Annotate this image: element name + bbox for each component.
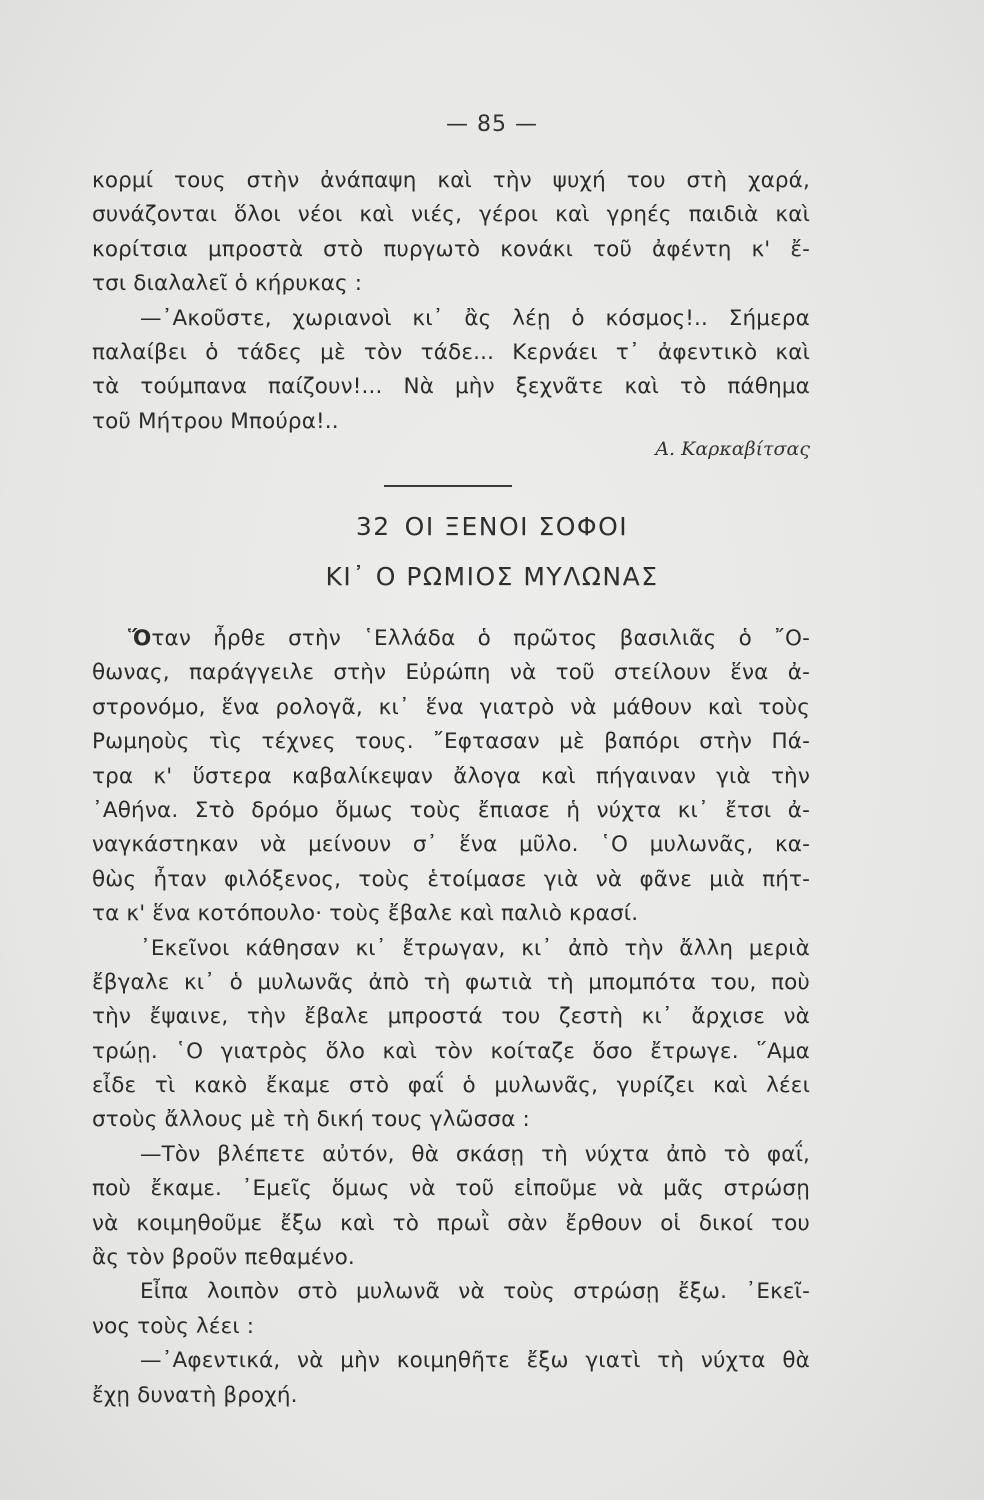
text-line: τρα κ' ὕστερα καβαλίκεψαν ἄλογα καὶ πήγαιναν γιὰ τὴν (92, 763, 810, 789)
text-line: —᾿Ακοῦστε, χωριανοὶ κι᾿ ἂς λέῃ ὁ κόσμος!.. Σήμερα (140, 305, 810, 331)
text-line: τοῦ Μήτρου Μπούρα!.. (92, 408, 339, 434)
text-line: Ρωμηοὺς τὶς τέχνες τους. ῎Εφτασαν μὲ βαπόρι στὴν Πά- (92, 729, 810, 755)
text-line: θὼς ἦταν φιλόξενος, τοὺς ἑτοίμασε γιὰ νὰ φᾶνε μιὰ πήτ- (92, 866, 810, 892)
text-line: Εἶπα λοιπὸν στὸ μυλωνᾶ νὰ τοὺς στρώσῃ ἔξω. ᾿Εκεῖ- (140, 1279, 810, 1305)
story-paragraph-1 (92, 622, 810, 1413)
text-line: —᾿Αφεντικά, νὰ μὴν κοιμηθῆτε ἔξω γιατὶ τὴ νύχτα θὰ (140, 1348, 810, 1374)
drop-cap: Ὅ (128, 626, 152, 651)
text-line: θωνας, παράγγειλε στὴν Εὐρώπη νὰ τοῦ στείλουν ἕνα ἀ- (92, 660, 810, 686)
text-line: στρονόμο, ἕνα ρολογᾶ, κι᾿ ἕνα γιατρὸ νὰ μάθουν καὶ τοὺς (92, 694, 810, 720)
text-line: ναγκάστηκαν νὰ μείνουν σ᾿ ἕνα μῦλο. ῾Ο μυλωνᾶς, κα- (92, 832, 810, 858)
text-line: ποὺ ἔκαμε. ᾿Εμεῖς ὅμως νὰ τοῦ εἰποῦμε νὰ μᾶς στρώσῃ (92, 1176, 810, 1202)
text-line (92, 622, 810, 656)
text-line: τὴν ἔψαινε, τὴν ἔβαλε μπροστά του ζεστὴ κι᾿ ἄρχισε νὰ (92, 1004, 810, 1030)
story-title (0, 512, 984, 541)
story-subtitle: ΚΙ᾿ Ο ΡΩΜΙΟΣ ΜΥΛΩΝΑΣ (325, 562, 659, 591)
text-line: ἔβγαλε κι᾿ ὁ μυλωνᾶς ἀπὸ τὴ φωτιὰ τὴ μπομπότα του, ποὺ (92, 969, 810, 995)
text-line: τα κ' ἕνα κοτόπουλο· τοὺς ἔβαλε καὶ παλιὸ κρασί. (92, 901, 639, 927)
story-title-line1: ΟΙ ΞΕΝΟΙ ΣΟΦΟΙ (404, 512, 629, 541)
first-line-text: ταν ἦρθε στὴν ῾Ελλάδα ὁ πρῶτος βασιλιᾶς ὁ ῎Ο- (151, 626, 810, 651)
text-line: ᾿Εκεῖνοι κάθησαν κι᾿ ἔτρωγαν, κι᾿ ἀπὸ τὴν ἄλλη μεριὰ (140, 935, 810, 961)
text-line: —Τὸν βλέπετε αὐτόν, θὰ σκάσῃ τὴ νύχτα ἀπὸ τὸ φαΐ, (140, 1141, 810, 1167)
text-line: συνάζονται ὅλοι νέοι καὶ νιές, γέροι καὶ γρηές παιδιὰ καὶ (92, 202, 810, 228)
text-line: τσι διαλαλεῖ ὁ κήρυκας : (92, 271, 363, 297)
text-line: κορίτσια μπροστὰ στὸ πυργωτὸ κονάκι τοῦ ἀφέντη κ' ἔ- (92, 236, 810, 262)
text-line: τρώῃ. ῾Ο γιατρὸς ὅλο καὶ τὸν κοίταζε ὅσο ἔτρωγε. ῞Αμα (92, 1038, 810, 1064)
intro-paragraph (92, 164, 810, 439)
text-line: στοὺς ἄλλους μὲ τὴ δική τους γλῶσσα : (92, 1107, 530, 1133)
text-line: εἶδε τὶ κακὸ ἔκαμε στὸ φαΐ ὁ μυλωνᾶς, γυρίζει καὶ λέει (92, 1073, 810, 1099)
author-signature: Α. Καρκαβίτσας (655, 438, 810, 460)
text-line: ᾿Αθήνα. Στὸ δρόμο ὅμως τοὺς ἔπιασε ἡ νύχτα κι᾿ ἔτσι ἀ- (92, 797, 810, 823)
text-line: παλαίβει ὁ τάδες μὲ τὸν τάδε... Κερνάει τ᾿ ἀφεντικὸ καὶ (92, 339, 810, 365)
text-line: ἂς τὸν βροῦν πεθαμένο. (92, 1245, 355, 1271)
text-line: τὰ τούμπανα παίζουν!... Νὰ μὴν ξεχνᾶτε καὶ τὸ πάθημα (92, 374, 810, 400)
story-number: 32 (355, 512, 391, 541)
section-divider (384, 485, 512, 487)
text-line: νὰ κοιμηθοῦμε ἔξω καὶ τὸ πρωῒ σὰν ἔρθουν οἱ δικοί του (92, 1210, 810, 1236)
page-number: — 85 — (446, 112, 538, 137)
text-line: κορμί τους στὴν ἀνάπαψη καὶ τὴν ψυχή του στὴ χαρά, (92, 168, 810, 193)
text-line: ἔχῃ δυνατὴ βροχή. (92, 1382, 298, 1408)
text-line: νος τοὺς λέει : (92, 1313, 255, 1339)
